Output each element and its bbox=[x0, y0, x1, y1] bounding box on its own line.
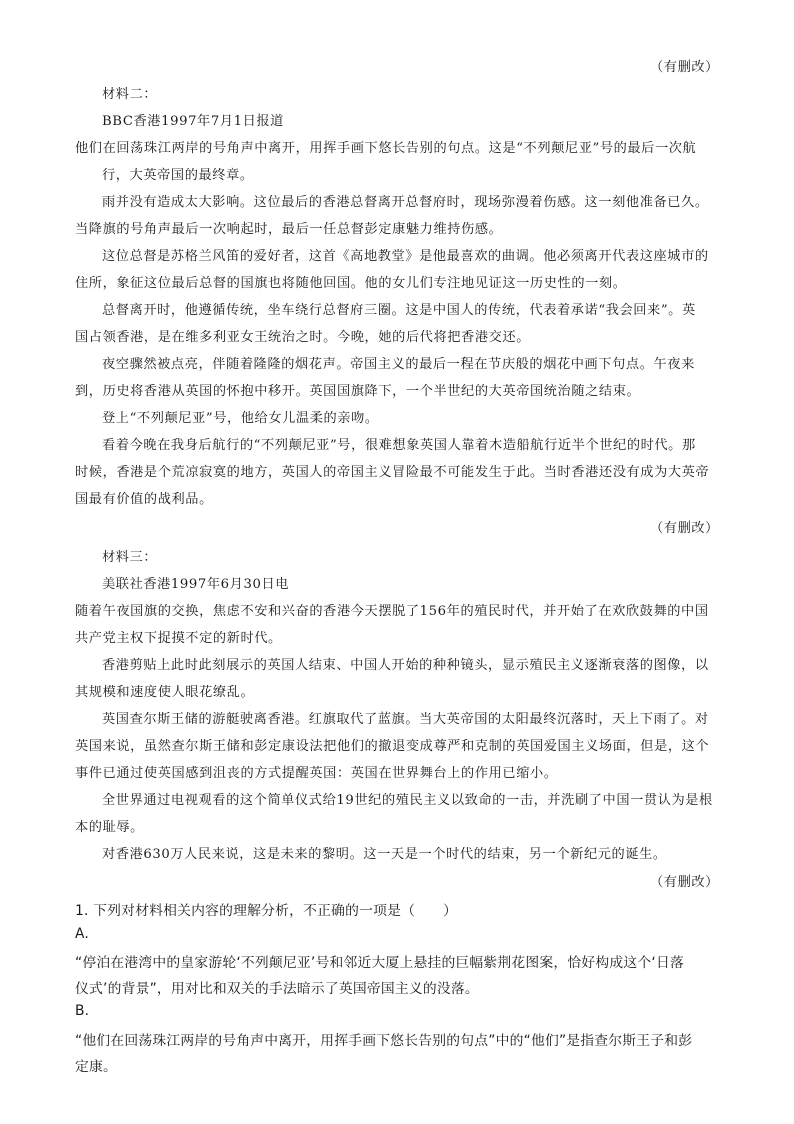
passage-line-note3: （有删改） bbox=[650, 875, 719, 890]
option-b-label: B. bbox=[75, 1003, 90, 1019]
passage-line-m2-p3a: 这位总督是苏格兰风笛的爱好者，这首《高地教堂》是他最喜欢的曲调。他必须离开代表这座城市的 bbox=[102, 249, 709, 264]
passage-line-note1: （有删改） bbox=[650, 60, 719, 75]
passage-line-note2: （有删改） bbox=[650, 521, 719, 536]
passage-line-m2-p2a: 雨并没有造成太大影响。这位最后的香港总督离开总督府时，现场弥漫着伤感。这一刻他准备已久。 bbox=[102, 195, 709, 210]
passage-line-m2-p7c: 国最有价值的战利品。 bbox=[75, 492, 213, 507]
passage-line-m2-p5b: 到，历史将香港从英国的怀抱中移开。英国国旗降下，一个半世纪的大英帝国统治随之结束。 bbox=[75, 384, 641, 399]
option-b-line-2: 定康。 bbox=[75, 1059, 117, 1075]
passage-line-m2-p7a: 看着今晚在我身后航行的“不列颠尼亚”号，很难想象英国人靠着木造船航行近半个世纪的时代。那 bbox=[102, 438, 696, 453]
passage-line-m3-p3b: 英国来说，虽然查尔斯王储和彭定康设法把他们的撤退变成尊严和克制的英国爱国主义场面，但是，这个 bbox=[75, 739, 710, 754]
passage-line-m3-p4a: 全世界通过电视观看的这个简单仪式给19世纪的殖民主义以致命的一击，并洗刷了中国一贯认为是根 bbox=[102, 793, 713, 808]
passage-line-m3-src: 美联社香港1997年6月30日电 bbox=[102, 577, 290, 592]
passage-line-m3-p2a: 香港剪贴上此时此刻展示的英国人结束、中国人开始的种种镜头，显示殖民主义逐渐衰落的图像，以 bbox=[102, 658, 709, 673]
passage-line-m3-p1a: 随着午夜国旗的交换，焦虑不安和兴奋的香港今天摆脱了156年的殖民时代，并开始了在欢欣鼓舞的中国 bbox=[75, 604, 709, 619]
passage-line-m3-p5: 对香港630万人民来说，这是未来的黎明。这一天是一个时代的结束，另一个新纪元的诞生。 bbox=[102, 847, 667, 862]
passage-line-m2-p6: 登上“不列颠尼亚”号，他给女儿温柔的亲吻。 bbox=[102, 411, 379, 426]
option-a-label: A. bbox=[75, 926, 89, 942]
passage-line-m3-p1b: 共产党主权下捉摸不定的新时代。 bbox=[75, 631, 282, 646]
passage-line-m2-p2b: 当降旗的号角声最后一次响起时，最后一任总督彭定康魅力维持伤感。 bbox=[75, 222, 503, 237]
passage-line-m3-p4b: 本的耻辱。 bbox=[75, 820, 144, 835]
passage-line-m3-title: 材料三： bbox=[102, 550, 158, 565]
passage-line-m2-p4b: 国占领香港，是在维多利亚女王统治之时。今晚，她的后代将把香港交还。 bbox=[75, 330, 530, 345]
option-a-line-1: “停泊在港湾中的皇家游轮‘不列颠尼亚’号和邻近大厦上悬挂的巨幅紫荆花图案，恰好构成这个‘日落 bbox=[75, 955, 684, 971]
passage-line-m2-p3b: 住所，象征这位最后总督的国旗也将随他回国。他的女儿们专注地见证这一历史性的一刻。 bbox=[75, 276, 627, 291]
passage-line-m3-p3c: 事件已通过使英国感到沮丧的方式提醒英国：英国在世界舞台上的作用已缩小。 bbox=[75, 766, 558, 781]
option-b-line-1: “他们在回荡珠江两岸的号角声中离开，用挥手画下悠长告别的句点”中的“他们”是指查尔斯王子和彭 bbox=[75, 1033, 693, 1049]
passage-line-m2-p7b: 时候，香港是个荒凉寂寞的地方，英国人的帝国主义冒险最不可能发生于此。当时香港还没有成为大英帝 bbox=[75, 465, 710, 480]
passage-line-m2-src: BBC香港1997年7月1日报道 bbox=[102, 114, 284, 129]
passage-line-m2-p5a: 夜空骤然被点亮，伴随着隆隆的烟花声。帝国主义的最后一程在节庆般的烟花中画下句点。午夜来 bbox=[102, 357, 695, 372]
passage-line-m3-p3a: 英国查尔斯王储的游艇驶离香港。红旗取代了蓝旗。当大英帝国的太阳最终沉落时，天上下雨了。对 bbox=[102, 712, 709, 727]
passage-line-m2-p4a: 总督离开时，他遵循传统，坐车绕行总督府三圈。这是中国人的传统，代表着承诺“我会回来”。英 bbox=[102, 303, 696, 318]
passage-line-m2-p1b: 行，大英帝国的最终章。 bbox=[102, 168, 254, 183]
question-stem: 1. 下列对材料相关内容的理解分析，不正确的一项是（ ） bbox=[75, 903, 458, 919]
passage-line-m3-p2b: 其规模和速度使人眼花缭乱。 bbox=[75, 685, 255, 700]
option-a-line-2: 仪式’的背景”，用对比和双关的手法暗示了英国帝国主义的没落。 bbox=[75, 981, 479, 997]
passage-line-m2-p1a: 他们在回荡珠江两岸的号角声中离开，用挥手画下悠长告别的句点。这是“不列颠尼亚”号的最后一次航 bbox=[75, 141, 697, 156]
passage-line-m2-title: 材料二： bbox=[102, 87, 158, 102]
